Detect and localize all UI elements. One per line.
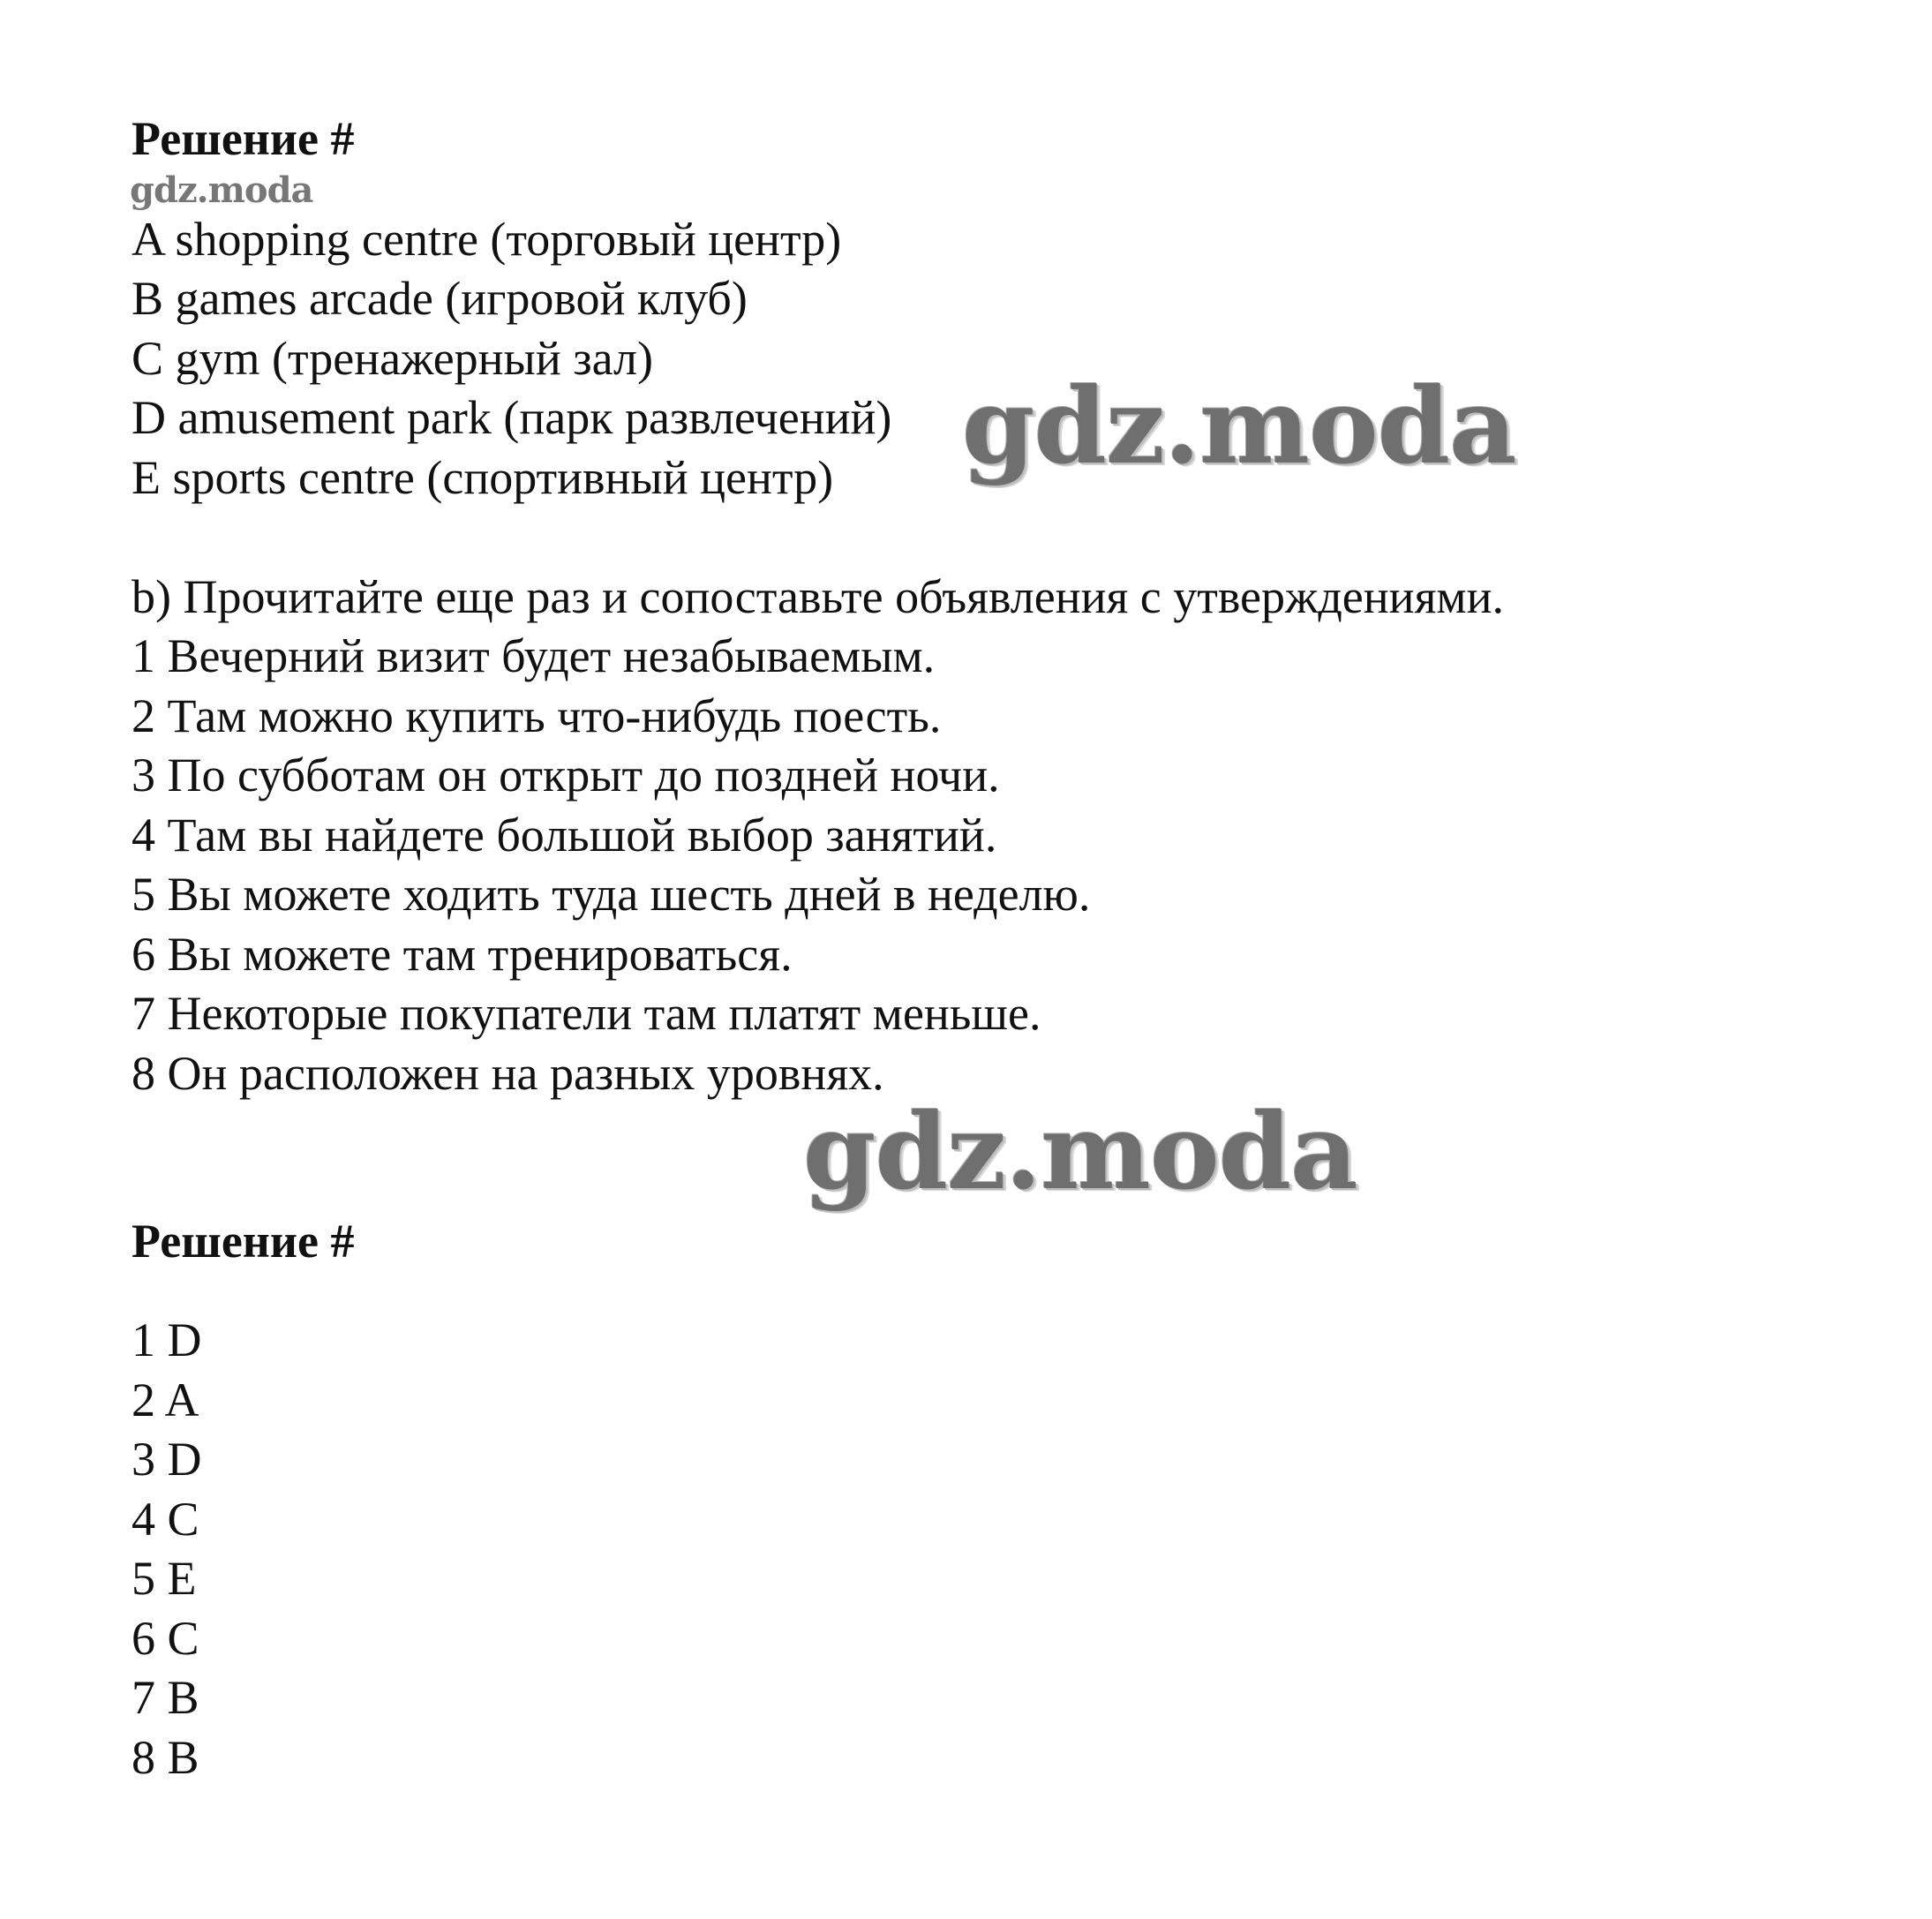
statement-7: 7 Некоторые покупатели там платят меньше.: [132, 987, 1041, 1040]
statement-2: 2 Там можно купить что-нибудь поесть.: [132, 689, 942, 742]
answer-4: 4 C: [132, 1493, 199, 1546]
vocab-item-b: B games arcade (игровой клуб): [132, 272, 748, 325]
solution-heading-1: Решение #: [132, 112, 355, 165]
statement-1: 1 Вечерний визит будет незабываемым.: [132, 629, 936, 682]
vocab-item-e: E sports centre (спортивный центр): [132, 451, 834, 504]
statement-6: 6 Вы можете там тренироваться.: [132, 928, 793, 981]
answer-1: 1 D: [132, 1313, 202, 1366]
answer-2: 2 A: [132, 1373, 199, 1426]
vocab-item-d: D amusement park (парк развлечений): [132, 391, 892, 444]
answer-7: 7 B: [132, 1671, 199, 1724]
statement-8: 8 Он расположен на разных уровнях.: [132, 1047, 884, 1100]
answer-3: 3 D: [132, 1433, 202, 1486]
watermark-large-1: gdz.moda: [962, 365, 1516, 487]
vocab-item-a: A shopping centre (торговый центр): [132, 213, 842, 266]
statement-3: 3 По субботам он открыт до поздней ночи.: [132, 749, 1000, 801]
solution-heading-2: Решение #: [132, 1215, 355, 1268]
vocab-item-c: C gym (тренажерный зал): [132, 332, 653, 385]
task-b-prompt: b) Прочитайте еще раз и сопоставьте объявления с утверждениями.: [132, 570, 1504, 623]
answer-6: 6 C: [132, 1612, 199, 1665]
statement-4: 4 Там вы найдете большой выбор занятий.: [132, 809, 997, 862]
watermark-small: gdz.moda: [130, 169, 313, 211]
watermark-large-2: gdz.moda: [803, 1090, 1357, 1213]
answer-5: 5 E: [132, 1552, 197, 1605]
statement-5: 5 Вы можете ходить туда шесть дней в неделю.: [132, 868, 1091, 921]
answer-8: 8 B: [132, 1731, 199, 1784]
